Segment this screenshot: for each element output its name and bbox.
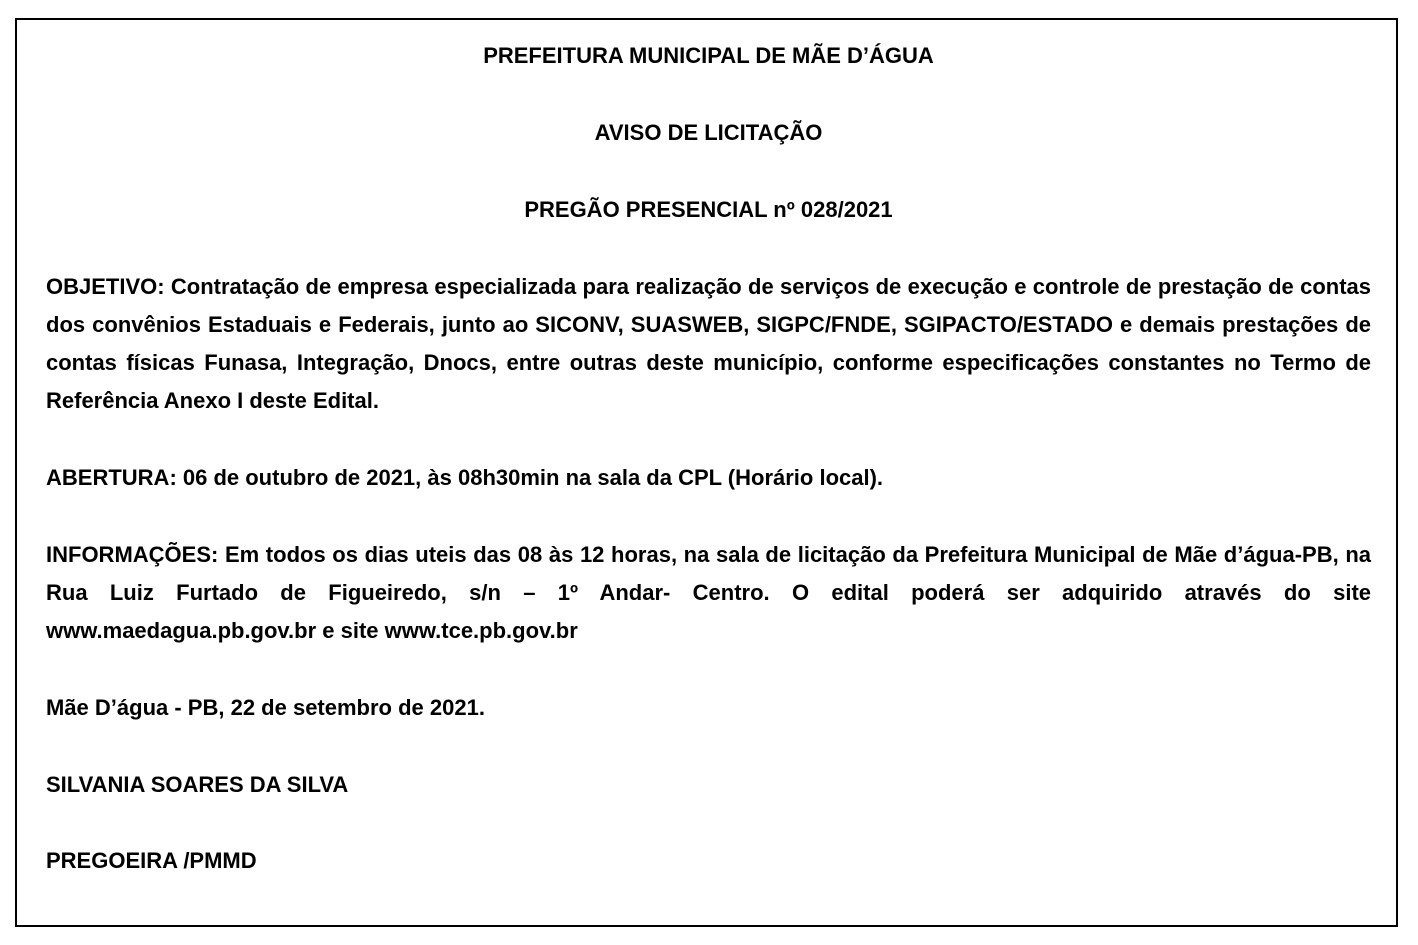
objetivo-paragraph: OBJETIVO: Contratação de empresa especializada para realização de serviços de execução e controle de prestação de contas dos convênios Estaduais e Federais, junto ao SICONV, SUASWEB, SIGPC/FNDE, SGIPACTO/ESTADO e demais prestações de contas físicas Funasa, Integração, Dnocs, entre outras deste município, conforme especificações constantes no Termo de Referência Anexo I deste Edital. bbox=[46, 274, 1371, 413]
place-date: Mãe D’água - PB, 22 de setembro de 2021. bbox=[46, 695, 485, 720]
signatory-name: SILVANIA SOARES DA SILVA bbox=[46, 772, 349, 797]
informacoes-paragraph: INFORMAÇÕES: Em todos os dias uteis das 08 às 12 horas, na sala de licitação da Prefeitura Municipal de Mãe d’água-PB, na Rua Luiz Furtado de Figueiredo, s/n – 1º Andar- Centro. O edital poderá ser adquirido através do site www.maedagua.pb.gov.br e site www.tce.pb.gov.br bbox=[46, 542, 1371, 643]
signatory-role: PREGOEIRA /PMMD bbox=[46, 848, 257, 873]
notice-title: AVISO DE LICITAÇÃO bbox=[594, 120, 823, 145]
abertura-paragraph: ABERTURA: 06 de outubro de 2021, às 08h30min na sala da CPL (Horário local). bbox=[46, 465, 884, 490]
procedure-number: PREGÃO PRESENCIAL nº 028/2021 bbox=[524, 197, 893, 222]
municipality-title: PREFEITURA MUNICIPAL DE MÃE D’ÁGUA bbox=[483, 43, 934, 68]
